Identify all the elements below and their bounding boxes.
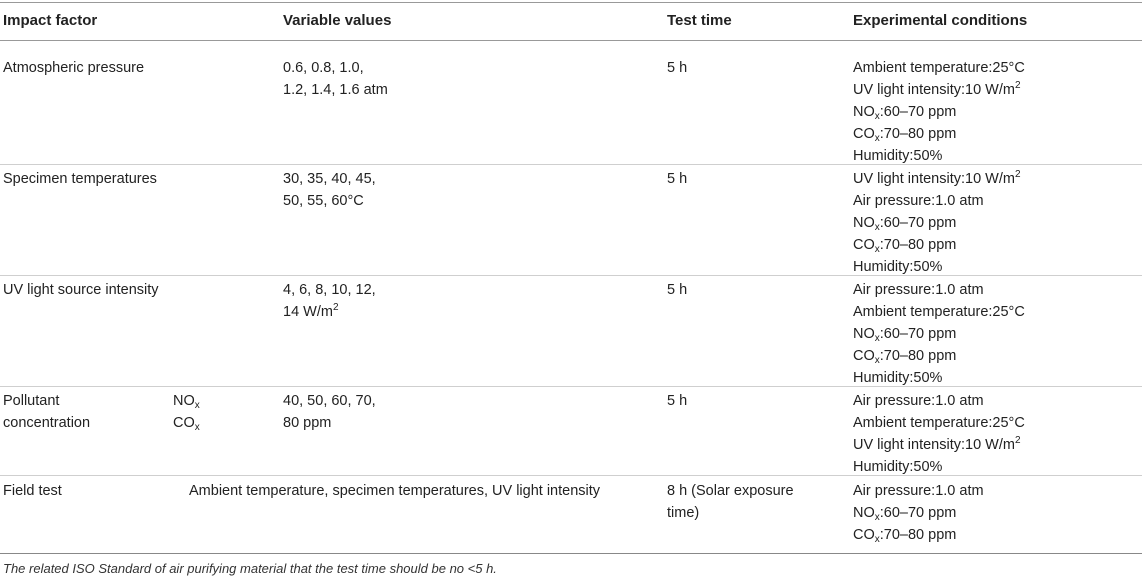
variable-values-cell: Ambient temperature, specimen temperatures, UV light intensity [189,483,601,499]
conditions-cell [853,480,984,546]
pollutant-cox: $CO_x$ [173,415,200,433]
values-line: 0.6, 0.8, 1.0, [283,60,364,76]
condition-nox: $NO_x:60-70$ ppm [853,505,957,523]
condition-ambient-temp: Ambient temperature:25°C [853,304,1025,320]
condition-uv-intensity: UV light intensity:10 $W/m^2$ [853,169,1021,187]
condition-cox: $CO_x:70-80$ ppm [853,527,957,545]
conditions-cell [853,279,1025,389]
condition-humidity: Humidity:50% [853,259,943,275]
impact-factor-cell: UV light source intensity [3,282,159,298]
condition-cox: $CO_x:70-80$ ppm [853,126,957,144]
conditions-cell [853,57,1025,167]
variable-values-cell [283,279,376,323]
condition-nox: $NO_x:60-70$ ppm [853,326,957,344]
variable-values-cell [283,57,388,101]
condition-humidity: Humidity:50% [853,148,943,164]
condition-cox: $CO_x:70-80$ ppm [853,237,957,255]
header-test-time: Test time [667,12,732,29]
row-divider [0,275,1142,276]
condition-nox: $NO_x:60-70$ ppm [853,104,957,122]
condition-air-pressure: Air pressure:1.0 atm [853,282,984,298]
test-time-cell: 5 h [667,393,688,409]
variable-values-cell [283,168,376,212]
condition-nox: $NO_x:60-70$ ppm [853,215,957,233]
condition-air-pressure: Air pressure:1.0 atm [853,193,984,209]
test-time-cell [667,480,794,524]
pollutant-nox: $NO_x$ [173,393,200,411]
table-footnote: The related ISO Standard of air purifying material that the test time should be no <5 h. [3,561,497,576]
header-experimental-conditions: Experimental conditions [853,12,1028,29]
time-line: 8 h (Solar exposure [667,483,794,499]
condition-cox: $CO_x:70-80$ ppm [853,348,957,366]
condition-humidity: Humidity:50% [853,459,943,475]
impact-factor-cell: Atmospheric pressure [3,60,145,76]
factor-line: concentration [3,415,91,431]
impact-factor-cell: Specimen temperatures [3,171,157,187]
conditions-cell [853,168,1021,278]
values-line: 30, 35, 40, 45, [283,171,376,187]
conditions-cell [853,390,1025,478]
values-line: 40, 50, 60, 70, [283,393,376,409]
condition-uv-intensity: UV light intensity:10 $W/m^2$ [853,80,1021,98]
condition-air-pressure: Air pressure:1.0 atm [853,393,984,409]
condition-uv-intensity: UV light intensity:10 $W/m^2$ [853,435,1021,453]
condition-humidity: Humidity:50% [853,370,943,386]
condition-ambient-temp: Ambient temperature:25°C [853,60,1025,76]
row-divider [0,164,1142,165]
values-line: 1.2, 1.4, 1.6 atm [283,82,388,98]
values-line: 50, 55, 60°C [283,193,364,209]
values-line: 80 ppm [283,415,332,431]
impact-factor-cell [3,390,90,434]
header-impact-factor: Impact factor [3,12,98,29]
row-divider [0,386,1142,387]
header-rule [0,40,1142,41]
values-line: 14 $W/m^2$ [283,302,339,320]
factor-line: Pollutant [3,393,60,409]
test-time-cell: 5 h [667,282,688,298]
variable-values-cell [283,390,376,434]
row-divider [0,475,1142,476]
values-line: 4, 6, 8, 10, 12, [283,282,376,298]
time-line: time) [667,505,700,521]
pollutant-sub-cell [173,390,200,434]
header-variable-values: Variable values [283,12,392,29]
condition-ambient-temp: Ambient temperature:25°C [853,415,1025,431]
table-bottom-rule [0,553,1142,554]
test-time-cell: 5 h [667,60,688,76]
test-time-cell: 5 h [667,171,688,187]
condition-air-pressure: Air pressure:1.0 atm [853,483,984,499]
table-top-rule [0,2,1142,3]
impact-factor-cell: Field test [3,483,62,499]
